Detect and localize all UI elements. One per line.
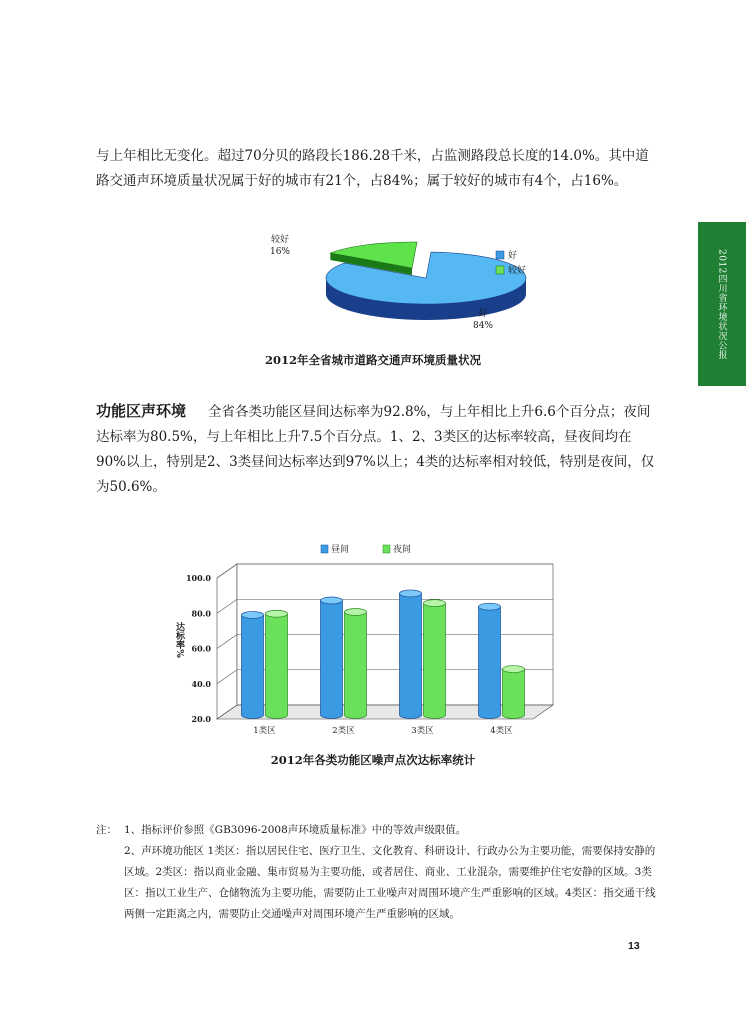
- section-heading: 功能区声环境: [96, 402, 187, 420]
- pie-legend-label-fair: 较好: [508, 266, 527, 276]
- bar-night-4: [503, 669, 525, 718]
- pie-pct-hao: 84%: [472, 321, 494, 331]
- section-body: 全省各类功能区昼间达标率为92.8%，与上年相比上升6.6个百分点；夜间达标率为80.5%，与上年相比上升7.5个百分点。1、2、3类区的达标率较高，昼夜间均在90%以上，特别是2、3类昼间达标率达到97%以上；4类的达标率相对较低，特别是夜间，仅为50.6%。: [96, 404, 655, 495]
- pie-chart: [240, 226, 540, 346]
- bar-xtick-label: 2类区: [332, 726, 355, 736]
- bar-day-3-top: [400, 590, 422, 597]
- pie-label-hao: 好: [478, 309, 488, 319]
- bar-night-3-top: [424, 600, 446, 607]
- pie-chart-caption: 2012年全省城市道路交通声环境质量状况: [264, 353, 481, 367]
- bar-ytick-label: 80.0: [191, 608, 211, 619]
- section-paragraph: [96, 399, 656, 500]
- pie-label-jiaohao: 较好: [270, 235, 290, 245]
- bar-day-4-top: [479, 603, 501, 610]
- note-row-1: [96, 820, 656, 841]
- bar-ytick-label: 20.0: [191, 714, 211, 724]
- bar-day-4: [479, 607, 501, 719]
- notes-section: [96, 820, 656, 925]
- bar-legend-label-day: 昼间: [331, 545, 350, 555]
- bar-night-4-top: [503, 666, 525, 673]
- bar-chart-caption: 2012年各类功能区噪声点次达标率统计: [270, 753, 476, 767]
- bar-night-1-top: [266, 610, 288, 617]
- bar-night-1: [266, 614, 288, 719]
- bar-ytick-label: 100.0: [185, 573, 211, 583]
- bar-xtick-label: 3类区: [411, 726, 434, 736]
- bar-night-3: [424, 603, 446, 718]
- pie-legend-swatch-good: [496, 251, 504, 259]
- bar-day-1-top: [242, 611, 264, 618]
- bar-night-2-top: [345, 608, 367, 615]
- bar-xtick-label: 4类区: [490, 726, 513, 736]
- bar-legend-swatch-day: [321, 545, 328, 553]
- pie-legend-swatch-fair: [496, 266, 504, 274]
- bar-legend-swatch-night: [383, 545, 390, 553]
- pie-legend-label-good: 好: [508, 251, 518, 261]
- page-number: 13: [628, 940, 640, 952]
- bar-ytick-label: 60.0: [191, 643, 211, 654]
- intro-paragraph: 与上年相比无变化。超过70分贝的路段长186.28千米，占监测路段总长度的14.0%。其中道路交通声环境质量状况属于好的城市有21个，占84%；属于较好的城市有4个，占16%。: [96, 148, 649, 189]
- bar-day-1: [242, 615, 264, 719]
- note-item-1: 1、指标评价参照《GB3096-2008声环境质量标准》中的等效声级限值。: [124, 824, 467, 836]
- bar-ytick-label: 40.0: [191, 678, 211, 689]
- bar-ylabel: 达标率%: [174, 622, 184, 658]
- side-tab-text: 2012四川省环境状况公报: [716, 248, 727, 360]
- notes-label: 注：: [96, 824, 117, 836]
- bar-xtick-label: 1类区: [253, 726, 276, 736]
- bar-chart: [165, 540, 565, 740]
- bar-day-2: [321, 601, 343, 719]
- bar-legend-label-night: 夜间: [393, 545, 412, 555]
- note-row-2: [96, 841, 656, 925]
- bar-day-3: [400, 593, 422, 718]
- note-item-2: 2、声环境功能区 1类区：指以居民住宅、医疗卫生、文化教育、科研设计、行政办公为主要功能，需要保持安静的区域。2类区：指以商业金融、集市贸易为主要功能，或者居住、商业、工业混杂，需要维护住宅安静的区域。3类区：指以工业生产、仓储物流为主要功能，需要防止工业噪声对周围环境产生严重影响的区域。4类区：指交通干线两侧一定距离之内，需要防止交通噪声对周围环境产生严重影响的区域。: [124, 845, 656, 920]
- pie-pct-jiaohao: 16%: [269, 247, 291, 257]
- bar-night-2: [345, 612, 367, 719]
- bar-day-2-top: [321, 597, 343, 604]
